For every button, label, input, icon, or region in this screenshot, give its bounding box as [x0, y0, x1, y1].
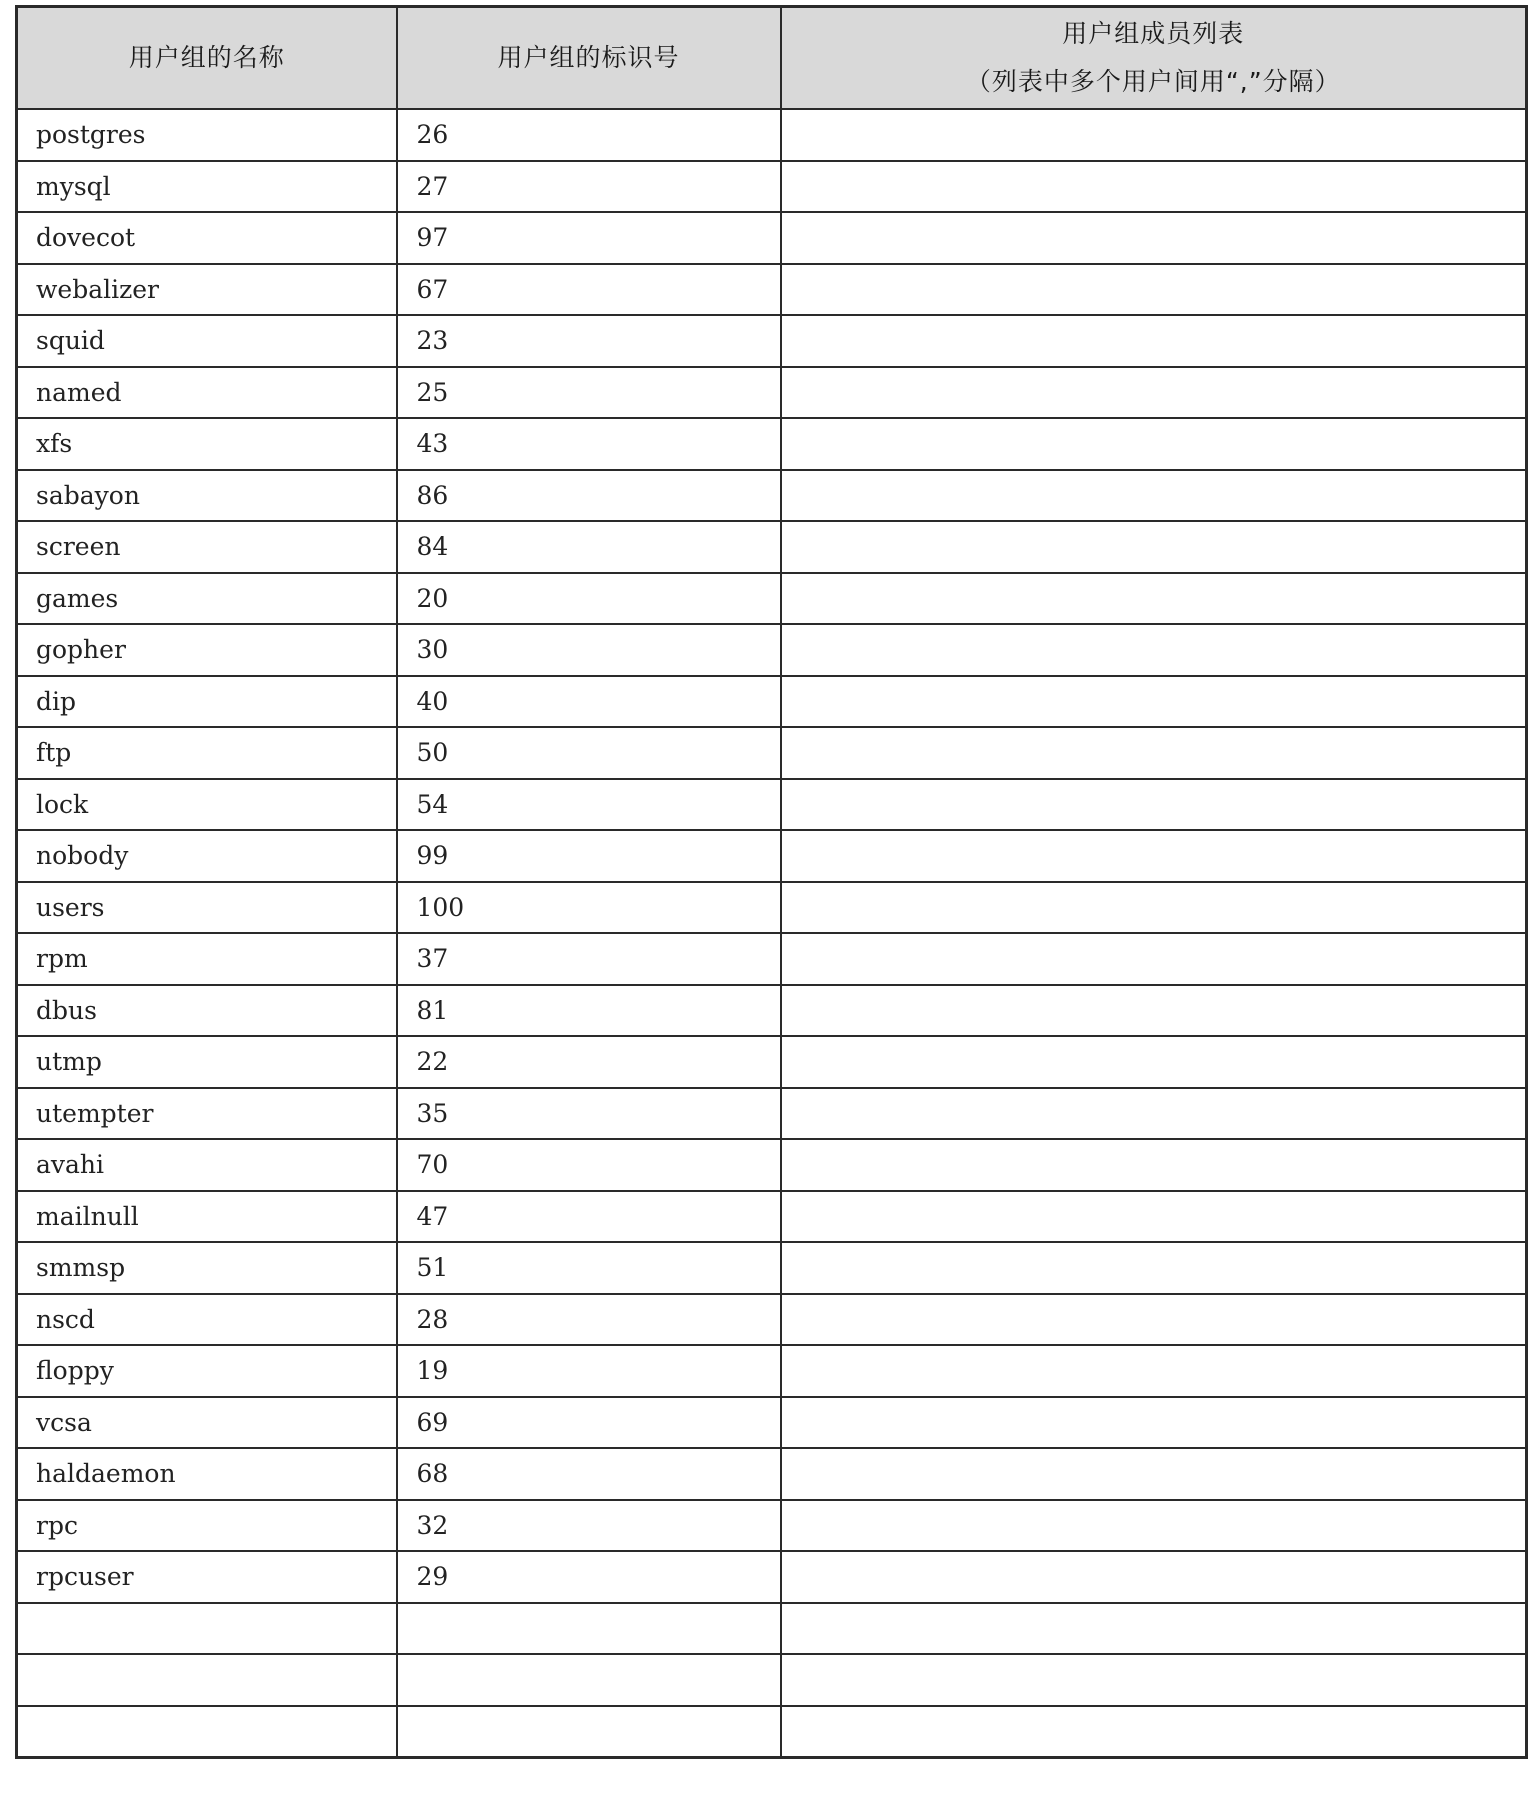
group-id-cell: 43 — [397, 418, 781, 470]
group-name-cell: games — [17, 573, 397, 625]
table-row — [17, 1397, 1527, 1449]
group-name-cell: xfs — [17, 418, 397, 470]
group-id-cell — [397, 1654, 781, 1706]
group-name-cell: floppy — [17, 1345, 397, 1397]
table-row — [17, 521, 1527, 573]
table-row — [17, 624, 1527, 676]
group-members-cell — [781, 676, 1527, 728]
group-members-cell — [781, 1448, 1527, 1500]
group-name-cell: ftp — [17, 727, 397, 779]
group-name-cell: rpc — [17, 1500, 397, 1552]
group-members-cell — [781, 1191, 1527, 1243]
group-id-cell: 23 — [397, 315, 781, 367]
table-row — [17, 1500, 1527, 1552]
group-members-cell — [781, 1345, 1527, 1397]
group-members-cell — [781, 1654, 1527, 1706]
group-name-cell: webalizer — [17, 264, 397, 316]
group-members-cell — [781, 985, 1527, 1037]
group-name-cell: rpcuser — [17, 1551, 397, 1603]
table-row — [17, 1448, 1527, 1500]
header-group-id-label: 用户组的标识号 — [497, 43, 680, 72]
group-id-cell: 32 — [397, 1500, 781, 1552]
table-header — [17, 7, 1527, 110]
table-row — [17, 882, 1527, 934]
group-members-cell — [781, 1500, 1527, 1552]
group-name-cell: lock — [17, 779, 397, 831]
table-row — [17, 779, 1527, 831]
group-members-cell — [781, 1551, 1527, 1603]
header-group-name-label: 用户组的名称 — [128, 43, 285, 72]
group-name-cell: dbus — [17, 985, 397, 1037]
table-row — [17, 573, 1527, 625]
group-id-cell: 29 — [397, 1551, 781, 1603]
group-name-cell: named — [17, 367, 397, 419]
group-members-cell — [781, 315, 1527, 367]
table-row — [17, 933, 1527, 985]
group-name-cell: screen — [17, 521, 397, 573]
group-id-cell — [397, 1603, 781, 1655]
group-name-cell: smmsp — [17, 1242, 397, 1294]
group-members-cell — [781, 1036, 1527, 1088]
table-row — [17, 470, 1527, 522]
group-id-cell: 97 — [397, 212, 781, 264]
group-id-cell: 69 — [397, 1397, 781, 1449]
group-table — [15, 5, 1528, 1759]
table-row — [17, 676, 1527, 728]
group-members-cell — [781, 830, 1527, 882]
table-row — [17, 1551, 1527, 1603]
group-id-cell: 28 — [397, 1294, 781, 1346]
group-name-cell: rpm — [17, 933, 397, 985]
group-members-cell — [781, 1706, 1527, 1758]
table-row — [17, 418, 1527, 470]
group-name-cell: squid — [17, 315, 397, 367]
group-id-cell: 67 — [397, 264, 781, 316]
group-name-cell: utempter — [17, 1088, 397, 1140]
group-id-cell: 50 — [397, 727, 781, 779]
group-id-cell: 37 — [397, 933, 781, 985]
group-name-cell: postgres — [17, 109, 397, 161]
group-members-cell — [781, 573, 1527, 625]
table-row — [17, 161, 1527, 213]
group-members-cell — [781, 470, 1527, 522]
group-id-cell: 40 — [397, 676, 781, 728]
group-members-cell — [781, 624, 1527, 676]
table-row — [17, 1345, 1527, 1397]
group-id-cell: 100 — [397, 882, 781, 934]
group-id-cell: 25 — [397, 367, 781, 419]
group-id-cell: 81 — [397, 985, 781, 1037]
group-name-cell: nobody — [17, 830, 397, 882]
group-name-cell: avahi — [17, 1139, 397, 1191]
group-name-cell: nscd — [17, 1294, 397, 1346]
table-row — [17, 1294, 1527, 1346]
group-members-cell — [781, 161, 1527, 213]
table-row — [17, 1088, 1527, 1140]
header-group-id — [397, 7, 781, 110]
group-members-cell — [781, 1139, 1527, 1191]
group-name-cell: gopher — [17, 624, 397, 676]
group-id-cell: 19 — [397, 1345, 781, 1397]
header-group-name — [17, 7, 397, 110]
table-row — [17, 1706, 1527, 1758]
group-members-cell — [781, 1603, 1527, 1655]
group-name-cell: vcsa — [17, 1397, 397, 1449]
group-members-cell — [781, 1397, 1527, 1449]
group-members-cell — [781, 882, 1527, 934]
group-name-cell: dip — [17, 676, 397, 728]
table-row — [17, 830, 1527, 882]
header-group-members — [781, 7, 1527, 110]
group-id-cell: 26 — [397, 109, 781, 161]
group-id-cell: 51 — [397, 1242, 781, 1294]
group-members-cell — [781, 264, 1527, 316]
group-members-cell — [781, 367, 1527, 419]
group-name-cell — [17, 1706, 397, 1758]
group-members-cell — [781, 1294, 1527, 1346]
group-members-cell — [781, 418, 1527, 470]
group-members-cell — [781, 521, 1527, 573]
group-name-cell: mysql — [17, 161, 397, 213]
group-id-cell: 47 — [397, 1191, 781, 1243]
table-body — [17, 109, 1527, 1758]
group-id-cell: 68 — [397, 1448, 781, 1500]
group-members-cell — [781, 933, 1527, 985]
group-members-cell — [781, 727, 1527, 779]
group-name-cell — [17, 1603, 397, 1655]
group-name-cell: users — [17, 882, 397, 934]
header-row — [17, 7, 1527, 110]
table-row — [17, 367, 1527, 419]
group-id-cell: 84 — [397, 521, 781, 573]
table-row — [17, 212, 1527, 264]
group-table-sheet — [15, 5, 1525, 1759]
table-row — [17, 985, 1527, 1037]
table-row — [17, 109, 1527, 161]
group-id-cell: 99 — [397, 830, 781, 882]
group-members-cell — [781, 779, 1527, 831]
group-id-cell — [397, 1706, 781, 1758]
group-id-cell: 27 — [397, 161, 781, 213]
group-id-cell: 86 — [397, 470, 781, 522]
table-row — [17, 1654, 1527, 1706]
group-members-cell — [781, 109, 1527, 161]
table-row — [17, 1139, 1527, 1191]
table-row — [17, 1242, 1527, 1294]
header-group-members-note: （列表中多个用户间用“,”分隔） — [965, 67, 1341, 96]
table-row — [17, 1603, 1527, 1655]
group-id-cell: 54 — [397, 779, 781, 831]
group-name-cell — [17, 1654, 397, 1706]
group-members-cell — [781, 1088, 1527, 1140]
group-members-cell — [781, 212, 1527, 264]
table-row — [17, 727, 1527, 779]
group-id-cell: 22 — [397, 1036, 781, 1088]
group-name-cell: mailnull — [17, 1191, 397, 1243]
table-row — [17, 315, 1527, 367]
group-id-cell: 20 — [397, 573, 781, 625]
group-id-cell: 30 — [397, 624, 781, 676]
group-name-cell: dovecot — [17, 212, 397, 264]
group-name-cell: utmp — [17, 1036, 397, 1088]
group-id-cell: 35 — [397, 1088, 781, 1140]
table-row — [17, 1191, 1527, 1243]
group-name-cell: haldaemon — [17, 1448, 397, 1500]
group-name-cell: sabayon — [17, 470, 397, 522]
group-id-cell: 70 — [397, 1139, 781, 1191]
table-row — [17, 264, 1527, 316]
table-row — [17, 1036, 1527, 1088]
group-members-cell — [781, 1242, 1527, 1294]
header-group-members-label: 用户组成员列表 — [1062, 19, 1245, 48]
